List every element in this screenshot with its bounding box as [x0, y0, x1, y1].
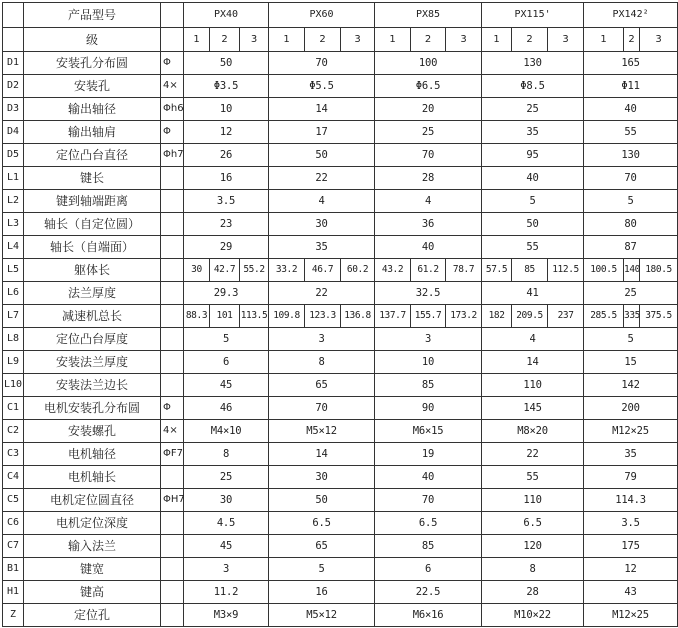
param-code: L4	[3, 236, 24, 259]
value-cell: 14	[269, 98, 375, 121]
param-name: 定位凸台厚度	[24, 328, 161, 351]
value-cell: M6×16	[375, 604, 482, 627]
header-product-model: 产品型号	[24, 3, 161, 28]
value-cell: 43	[584, 581, 678, 604]
header-model-px60: PX60	[269, 3, 375, 28]
param-symbol	[161, 466, 184, 489]
value-cell: 22	[482, 443, 584, 466]
param-code: D4	[3, 121, 24, 144]
value-cell: 22	[269, 282, 375, 305]
value-cell: 65	[269, 535, 375, 558]
value-cell: 36	[375, 213, 482, 236]
value-cell: 10	[184, 98, 269, 121]
param-name: 输出轴径	[24, 98, 161, 121]
value-cell: 285.5	[584, 305, 624, 328]
param-symbol: ΦH7	[161, 489, 184, 512]
value-cell: 50	[269, 144, 375, 167]
value-cell: M5×12	[269, 604, 375, 627]
param-code: C4	[3, 466, 24, 489]
value-cell: 4	[482, 328, 584, 351]
value-cell: 155.7	[411, 305, 446, 328]
value-cell: 32.5	[375, 282, 482, 305]
value-cell: 110	[482, 374, 584, 397]
param-name: 安装法兰厚度	[24, 351, 161, 374]
value-cell: 237	[548, 305, 584, 328]
value-cell: 180.5	[640, 259, 678, 282]
header-level-1: 1	[584, 28, 624, 52]
table-row	[3, 75, 678, 98]
header-blank-cell	[161, 3, 184, 28]
table-row	[3, 305, 678, 328]
value-cell: 88.3	[184, 305, 210, 328]
param-symbol: 4×	[161, 420, 184, 443]
header-level-1: 1	[482, 28, 512, 52]
value-cell: 16	[269, 581, 375, 604]
param-code: C3	[3, 443, 24, 466]
value-cell: 25	[482, 98, 584, 121]
param-name: 安装螺孔	[24, 420, 161, 443]
value-cell: 142	[584, 374, 678, 397]
param-name: 安装孔	[24, 75, 161, 98]
value-cell: Φ5.5	[269, 75, 375, 98]
value-cell: 70	[269, 397, 375, 420]
table-row	[3, 420, 678, 443]
value-cell: 6.5	[375, 512, 482, 535]
value-cell: 55.2	[240, 259, 269, 282]
value-cell: 100	[375, 52, 482, 75]
table-row	[3, 190, 678, 213]
param-symbol	[161, 581, 184, 604]
value-cell: 8	[269, 351, 375, 374]
table-row	[3, 121, 678, 144]
header-level-3: 3	[341, 28, 375, 52]
value-cell: 101	[210, 305, 240, 328]
header-grade: 级	[24, 28, 161, 52]
header-blank-cell	[3, 3, 24, 28]
value-cell: 12	[184, 121, 269, 144]
param-code: D1	[3, 52, 24, 75]
value-cell: 80	[584, 213, 678, 236]
header-level-3: 3	[240, 28, 269, 52]
param-name: 定位凸台直径	[24, 144, 161, 167]
value-cell: 70	[584, 167, 678, 190]
value-cell: 35	[584, 443, 678, 466]
param-code: L7	[3, 305, 24, 328]
value-cell: M12×25	[584, 420, 678, 443]
value-cell: 8	[184, 443, 269, 466]
value-cell: 110	[482, 489, 584, 512]
value-cell: 140	[624, 259, 640, 282]
value-cell: 29.3	[184, 282, 269, 305]
value-cell: 6	[184, 351, 269, 374]
table-row	[3, 52, 678, 75]
param-name: 轴长（自定位圆）	[24, 213, 161, 236]
value-cell: 20	[375, 98, 482, 121]
value-cell: 8	[482, 558, 584, 581]
value-cell: 137.7	[375, 305, 411, 328]
param-name: 轴长（自端面）	[24, 236, 161, 259]
value-cell: 3.5	[184, 190, 269, 213]
value-cell: 5	[269, 558, 375, 581]
header-model-px115: PX115'	[482, 3, 584, 28]
value-cell: 5	[584, 328, 678, 351]
value-cell: 30	[269, 466, 375, 489]
value-cell: 5	[584, 190, 678, 213]
table-row	[3, 443, 678, 466]
table-row	[3, 489, 678, 512]
param-symbol	[161, 374, 184, 397]
value-cell: 22	[269, 167, 375, 190]
value-cell: 70	[269, 52, 375, 75]
value-cell: 165	[584, 52, 678, 75]
value-cell: 175	[584, 535, 678, 558]
param-name: 定位孔	[24, 604, 161, 627]
param-code: D2	[3, 75, 24, 98]
param-name: 电机定位圆直径	[24, 489, 161, 512]
table-row	[3, 328, 678, 351]
header-level-3: 3	[446, 28, 482, 52]
param-name: 安装孔分布圆	[24, 52, 161, 75]
param-name: 输出轴肩	[24, 121, 161, 144]
param-symbol: Φ	[161, 397, 184, 420]
value-cell: 60.2	[341, 259, 375, 282]
value-cell: 55	[584, 121, 678, 144]
value-cell: 130	[584, 144, 678, 167]
spec-table	[2, 2, 678, 627]
spec-table-body	[3, 3, 678, 627]
header-level-1: 1	[184, 28, 210, 52]
value-cell: 50	[482, 213, 584, 236]
value-cell: 46.7	[305, 259, 341, 282]
value-cell: 30	[184, 259, 210, 282]
param-name: 键到轴端距离	[24, 190, 161, 213]
value-cell: 57.5	[482, 259, 512, 282]
value-cell: 5	[184, 328, 269, 351]
param-symbol	[161, 213, 184, 236]
value-cell: 182	[482, 305, 512, 328]
value-cell: 11.2	[184, 581, 269, 604]
table-row	[3, 98, 678, 121]
value-cell: 113.5	[240, 305, 269, 328]
value-cell: 55	[482, 236, 584, 259]
value-cell: 30	[269, 213, 375, 236]
table-row	[3, 374, 678, 397]
table-row	[3, 167, 678, 190]
param-name: 法兰厚度	[24, 282, 161, 305]
table-row	[3, 213, 678, 236]
value-cell: 136.8	[341, 305, 375, 328]
value-cell: Φ11	[584, 75, 678, 98]
param-name: 电机安装孔分布圆	[24, 397, 161, 420]
param-name: 键宽	[24, 558, 161, 581]
table-row	[3, 512, 678, 535]
param-code: C5	[3, 489, 24, 512]
value-cell: M10×22	[482, 604, 584, 627]
table-row	[3, 397, 678, 420]
param-code: C7	[3, 535, 24, 558]
param-name: 减速机总长	[24, 305, 161, 328]
value-cell: 22.5	[375, 581, 482, 604]
table-row	[3, 604, 678, 627]
table-row	[3, 535, 678, 558]
value-cell: Φ3.5	[184, 75, 269, 98]
param-symbol	[161, 351, 184, 374]
header-level-1: 1	[375, 28, 411, 52]
param-symbol	[161, 535, 184, 558]
header-level-3: 3	[548, 28, 584, 52]
param-name: 键高	[24, 581, 161, 604]
table-row	[3, 351, 678, 374]
header-level-1: 1	[269, 28, 305, 52]
value-cell: 3	[269, 328, 375, 351]
value-cell: 209.5	[512, 305, 548, 328]
value-cell: 25	[184, 466, 269, 489]
value-cell: 78.7	[446, 259, 482, 282]
value-cell: 100.5	[584, 259, 624, 282]
header-level-2: 2	[411, 28, 446, 52]
value-cell: M8×20	[482, 420, 584, 443]
param-code: C6	[3, 512, 24, 535]
table-row	[3, 259, 678, 282]
value-cell: 123.3	[305, 305, 341, 328]
header-row-levels	[3, 28, 678, 52]
param-code: C1	[3, 397, 24, 420]
value-cell: 5	[482, 190, 584, 213]
value-cell: 40	[482, 167, 584, 190]
param-symbol	[161, 190, 184, 213]
value-cell: M6×15	[375, 420, 482, 443]
value-cell: 23	[184, 213, 269, 236]
value-cell: 33.2	[269, 259, 305, 282]
value-cell: 35	[269, 236, 375, 259]
value-cell: 375.5	[640, 305, 678, 328]
value-cell: 50	[269, 489, 375, 512]
table-row	[3, 236, 678, 259]
value-cell: 28	[375, 167, 482, 190]
value-cell: 40	[584, 98, 678, 121]
param-code: D5	[3, 144, 24, 167]
value-cell: 85	[375, 535, 482, 558]
value-cell: 95	[482, 144, 584, 167]
value-cell: 45	[184, 535, 269, 558]
param-code: D3	[3, 98, 24, 121]
value-cell: M5×12	[269, 420, 375, 443]
param-name: 输入法兰	[24, 535, 161, 558]
value-cell: 200	[584, 397, 678, 420]
table-row	[3, 558, 678, 581]
value-cell: 120	[482, 535, 584, 558]
value-cell: 90	[375, 397, 482, 420]
param-symbol	[161, 604, 184, 627]
param-name: 安装法兰边长	[24, 374, 161, 397]
param-code: B1	[3, 558, 24, 581]
value-cell: Φ6.5	[375, 75, 482, 98]
header-level-3: 3	[640, 28, 678, 52]
value-cell: 6.5	[269, 512, 375, 535]
value-cell: 130	[482, 52, 584, 75]
value-cell: 173.2	[446, 305, 482, 328]
table-row	[3, 282, 678, 305]
header-row-models	[3, 3, 678, 28]
value-cell: 25	[584, 282, 678, 305]
value-cell: 3	[184, 558, 269, 581]
value-cell: M3×9	[184, 604, 269, 627]
param-symbol: Φ	[161, 52, 184, 75]
header-model-px85: PX85	[375, 3, 482, 28]
value-cell: 145	[482, 397, 584, 420]
param-symbol: Φh6	[161, 98, 184, 121]
value-cell: 45	[184, 374, 269, 397]
table-row	[3, 466, 678, 489]
value-cell: 6	[375, 558, 482, 581]
param-name: 电机轴长	[24, 466, 161, 489]
value-cell: 70	[375, 489, 482, 512]
value-cell: 42.7	[210, 259, 240, 282]
param-name: 电机轴径	[24, 443, 161, 466]
value-cell: 87	[584, 236, 678, 259]
param-code: C2	[3, 420, 24, 443]
header-model-px142: PX142²	[584, 3, 678, 28]
value-cell: 35	[482, 121, 584, 144]
value-cell: 335	[624, 305, 640, 328]
header-level-2: 2	[305, 28, 341, 52]
value-cell: 6.5	[482, 512, 584, 535]
header-blank-cell	[161, 28, 184, 52]
param-symbol	[161, 236, 184, 259]
value-cell: 29	[184, 236, 269, 259]
value-cell: 40	[375, 236, 482, 259]
param-name: 键长	[24, 167, 161, 190]
value-cell: 43.2	[375, 259, 411, 282]
value-cell: 112.5	[548, 259, 584, 282]
value-cell: 3.5	[584, 512, 678, 535]
value-cell: 17	[269, 121, 375, 144]
value-cell: 14	[269, 443, 375, 466]
value-cell: 30	[184, 489, 269, 512]
value-cell: 46	[184, 397, 269, 420]
param-symbol: Φ	[161, 121, 184, 144]
value-cell: Φ8.5	[482, 75, 584, 98]
param-code: L5	[3, 259, 24, 282]
header-level-2: 2	[624, 28, 640, 52]
param-symbol: Φh7	[161, 144, 184, 167]
value-cell: 25	[375, 121, 482, 144]
param-code: L8	[3, 328, 24, 351]
value-cell: M12×25	[584, 604, 678, 627]
param-symbol	[161, 558, 184, 581]
param-code: L2	[3, 190, 24, 213]
value-cell: 3	[375, 328, 482, 351]
value-cell: 12	[584, 558, 678, 581]
header-level-2: 2	[210, 28, 240, 52]
param-code: L3	[3, 213, 24, 236]
param-code: Z	[3, 604, 24, 627]
value-cell: 65	[269, 374, 375, 397]
value-cell: 70	[375, 144, 482, 167]
value-cell: 10	[375, 351, 482, 374]
value-cell: 61.2	[411, 259, 446, 282]
value-cell: 85	[512, 259, 548, 282]
value-cell: 4.5	[184, 512, 269, 535]
header-model-px40: PX40	[184, 3, 269, 28]
value-cell: 109.8	[269, 305, 305, 328]
value-cell: 4	[375, 190, 482, 213]
value-cell: 4	[269, 190, 375, 213]
value-cell: 16	[184, 167, 269, 190]
value-cell: 55	[482, 466, 584, 489]
value-cell: 40	[375, 466, 482, 489]
value-cell: 85	[375, 374, 482, 397]
param-symbol: ΦF7	[161, 443, 184, 466]
param-code: H1	[3, 581, 24, 604]
value-cell: 14	[482, 351, 584, 374]
value-cell: 114.3	[584, 489, 678, 512]
value-cell: 15	[584, 351, 678, 374]
value-cell: 28	[482, 581, 584, 604]
param-symbol	[161, 167, 184, 190]
param-symbol	[161, 328, 184, 351]
header-blank-cell	[3, 28, 24, 52]
param-code: L9	[3, 351, 24, 374]
param-symbol	[161, 282, 184, 305]
param-code: L1	[3, 167, 24, 190]
value-cell: 26	[184, 144, 269, 167]
table-row	[3, 581, 678, 604]
param-symbol	[161, 512, 184, 535]
value-cell: M4×10	[184, 420, 269, 443]
param-symbol	[161, 259, 184, 282]
param-name: 躯体长	[24, 259, 161, 282]
param-code: L6	[3, 282, 24, 305]
value-cell: 79	[584, 466, 678, 489]
header-level-2: 2	[512, 28, 548, 52]
value-cell: 19	[375, 443, 482, 466]
param-code: L10	[3, 374, 24, 397]
value-cell: 50	[184, 52, 269, 75]
param-symbol	[161, 305, 184, 328]
param-name: 电机定位深度	[24, 512, 161, 535]
table-row	[3, 144, 678, 167]
param-symbol: 4×	[161, 75, 184, 98]
value-cell: 41	[482, 282, 584, 305]
